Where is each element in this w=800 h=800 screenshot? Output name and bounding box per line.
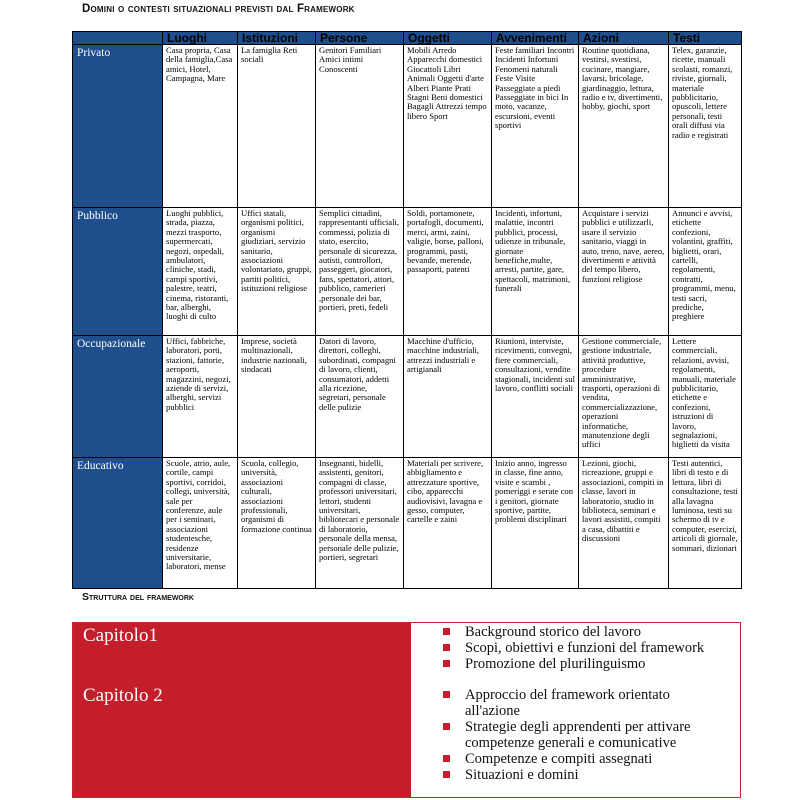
column-header: Istituzioni: [238, 32, 316, 45]
bullet-text: Strategie degli apprendenti per attivare competenze generali e comunicative: [465, 719, 691, 751]
chapter-1-label: Capitolo1: [83, 625, 158, 646]
header-corner: [73, 32, 163, 45]
table-cell: Materiali per scrivere, abbigliamento e attrezzature sportive, cibo, apparecchi audiovisivi, lavagna e gesso, computer, cartelle e zaini: [404, 458, 492, 589]
column-header: Luoghi: [163, 32, 238, 45]
chapter-2-bullets: [443, 687, 713, 783]
chapter-2-label: Capitolo 2: [83, 685, 163, 706]
table-cell: Uffici, fabbriche, laboratori, porti, stazioni, fattorie, aeroporti, magazzini, negozi, aziende di servizi, alberghi, servizi pubblici: [163, 336, 238, 458]
list-item: [443, 656, 704, 672]
table-cell: Riunioni, interviste, ricevimenti, convegni, fiere commerciali, consultazioni, vendite stagionali, incidenti sul lavoro, conflitti sociali: [492, 336, 579, 458]
table-cell: Testi autentici, libri di testo e di lettura, libri di consultazione, testi alla lavagna luminosa, testi su schermo di tv e computer, esercizi, articoli di giornale, sommari, dizionari: [669, 458, 742, 589]
table-cell: Incidenti, infortuni, malattie, incontri pubblici, processi, udienze in tribunale, giornate benefiche,multe, arresti, partite, gare, spettacoli, matrimoni, funerali: [492, 208, 579, 336]
square-bullet-icon: [443, 628, 450, 635]
row-header: Educativo: [73, 458, 163, 589]
square-bullet-icon: [443, 723, 450, 730]
table-cell: Uffici statali, organismi politici, organismi giudiziari, servizio sanitario, associazioni volontariato, gruppi, partiti politici, istituzioni religiose: [238, 208, 316, 336]
table-row: [73, 45, 742, 208]
domains-table: [72, 31, 742, 589]
column-header: Azioni: [579, 32, 669, 45]
section-subtitle-text: Struttura del framework: [82, 591, 194, 603]
page-title-text: Domini o contesti situazionali previsti dal Framework: [82, 3, 355, 15]
chapter-1-bullets: [443, 624, 704, 672]
table-cell: Gestione commerciale, gestione industriale, attività produttive, procedure amministrative, trasporti, operazioni di vendita, commercializzazione, operazioni informatiche, manutenzione degli uffici: [579, 336, 669, 458]
table-cell: Routine quotidiana, vestirsi, svestirsi, cucinare, mangiare, lavarsi, bricolage, giardinaggio, lettura, radio e tv, divertimenti, hobby, giochi, sport: [579, 45, 669, 208]
list-item: [443, 719, 713, 751]
bullet-text: Approccio del framework orientato all'azione: [465, 687, 670, 719]
table-cell: Lezioni, giochi, ricreazione, gruppi e associazioni, compiti in classe, lavori in laboratorio, studio in biblioteca, seminari e lavori assistiti, compiti a casa, dibattiti e discussioni: [579, 458, 669, 589]
bullet-text: Scopi, obiettivi e funzioni del framework: [465, 640, 705, 656]
table-row: [73, 458, 742, 589]
table-cell: Acquistare i servizi pubblici e utilizzarli, usare il servizio sanitario, viaggi in auto, treno, nave, aereo, divertimenti e attività del tempo libero, funzioni religiose: [579, 208, 669, 336]
list-item: [443, 640, 704, 656]
bullets-column: [411, 623, 740, 797]
section-subtitle: [82, 591, 194, 603]
row-header: Pubblico: [73, 208, 163, 336]
square-bullet-icon: [443, 660, 450, 667]
column-header: Persone: [316, 32, 404, 45]
row-header: Occupazionale: [73, 336, 163, 458]
table-cell: La famiglia Reti sociali: [238, 45, 316, 208]
table-cell: Genitori Familiari Amici intimi Conoscenti: [316, 45, 404, 208]
table-cell: Telex, garanzie, ricette, manuali scolasti, romanzi, riviste, giornali, materiale pubblicitario, opuscoli, lettere personali, testi orali diffusi via radio e registrati: [669, 45, 742, 208]
table-cell: Casa propria, Casa della famiglia,Casa amici, Hotel, Campagna, Mare: [163, 45, 238, 208]
table-header-row: [73, 32, 742, 45]
table-cell: Semplici cittadini, rappresentanti ufficiali, commessi, polizia di stato, esercito, personale di sicurezza, autisti, controllori, passeggeri, giocatori, fans, spettatori, attori, pubblico, camerieri ,personale dei bar, portieri, preti, fedeli: [316, 208, 404, 336]
table-cell: Feste familiari Incontri Incidenti Infortuni Fenomeni naturali Feste Visite Passeggiate a piedi Passeggiate in bici In moto, vacanze, escursioni, eventi sportivi: [492, 45, 579, 208]
bullet-text: Situazioni e domini: [465, 767, 579, 783]
column-header: Avvenimenti: [492, 32, 579, 45]
list-item: [443, 687, 713, 719]
table-cell: Lettere commerciali, relazioni, avvisi, regolamenti, manuali, materiale pubblicitario, etichette e confezioni, istruzioni di lavoro, segnalazioni, biglietti da visita: [669, 336, 742, 458]
table-cell: Soldi, portamonete, portafogli, documenti, merci, armi, zaini, valigie, borse, palloni, programmi, pasti, bevande, merende, passaporti, patenti: [404, 208, 492, 336]
framework-structure-panel: [72, 622, 741, 798]
table-cell: Luoghi pubblici, strada, piazza, mezzi trasporto, supermercati, negozi, ospedali, ambulatori, cliniche, stadi, campi sportivi, palestre, teatri, cinema, ristoranti, bar, alberghi, luoghi di culto: [163, 208, 238, 336]
table-cell: Scuola, collegio, università, associazioni culturali, associazioni professionali, organismi di formazione continua: [238, 458, 316, 589]
table-cell: Imprese, società multinazionali, industrie nazionali, sindacati: [238, 336, 316, 458]
table-cell: Insegnanti, bidelli, assistenti, genitori, compagni di classe, professori universitari, lettori, studenti universitari, bibliotecari e personale di laboratorio, personale della mensa, personale delle pulizie, portieri, segretari: [316, 458, 404, 589]
list-item: [443, 751, 713, 767]
square-bullet-icon: [443, 755, 450, 762]
list-item: [443, 767, 713, 783]
square-bullet-icon: [443, 691, 450, 698]
chapter-column: [73, 623, 411, 797]
table-cell: Annunci e avvisi, etichette confezioni, volantini, graffiti, biglietti, orari, cartelli, regolamenti, contratti, programmi, menu, testi sacri, prediche, preghiere: [669, 208, 742, 336]
table-row: [73, 208, 742, 336]
page-title: [82, 3, 355, 15]
bullet-text: Promozione del plurilinguismo: [465, 656, 646, 672]
column-header: Testi: [669, 32, 742, 45]
table-row: [73, 336, 742, 458]
table-cell: Scuole, atrio, aule, cortile, campi sportivi, corridoi, collegi, università, sale per conferenze, aule per i seminari, associazioni studentesche, residenze universitarie, laboratori, mense: [163, 458, 238, 589]
table-cell: Macchine d'ufficio, macchine industriali, attrezzi industriali e artigianali: [404, 336, 492, 458]
table-cell: Inizio anno, ingresso in classe, fine anno, visite e scambi , pomeriggi e serate con i genitori, giornate sportive, partite, problemi disciplinari: [492, 458, 579, 589]
bullet-text: Competenze e compiti assegnati: [465, 751, 653, 767]
square-bullet-icon: [443, 644, 450, 651]
table-cell: Mobili Arredo Apparecchi domestici Giocattoli Libri Animali Oggetti d'arte Alberi Piante Prati Stagni Beni domestici Bagagli Attrezzi tempo libero Sport: [404, 45, 492, 208]
column-header: Oggetti: [404, 32, 492, 45]
square-bullet-icon: [443, 771, 450, 778]
table-cell: Datori di lavoro, direttori, colleghi, subordinati, compagni di lavoro, clienti, consumatori, addetti alla ricezione, segretari, personale delle pulizie: [316, 336, 404, 458]
bullet-text: Background storico del lavoro: [465, 624, 641, 640]
row-header: Privato: [73, 45, 163, 208]
list-item: [443, 624, 704, 640]
